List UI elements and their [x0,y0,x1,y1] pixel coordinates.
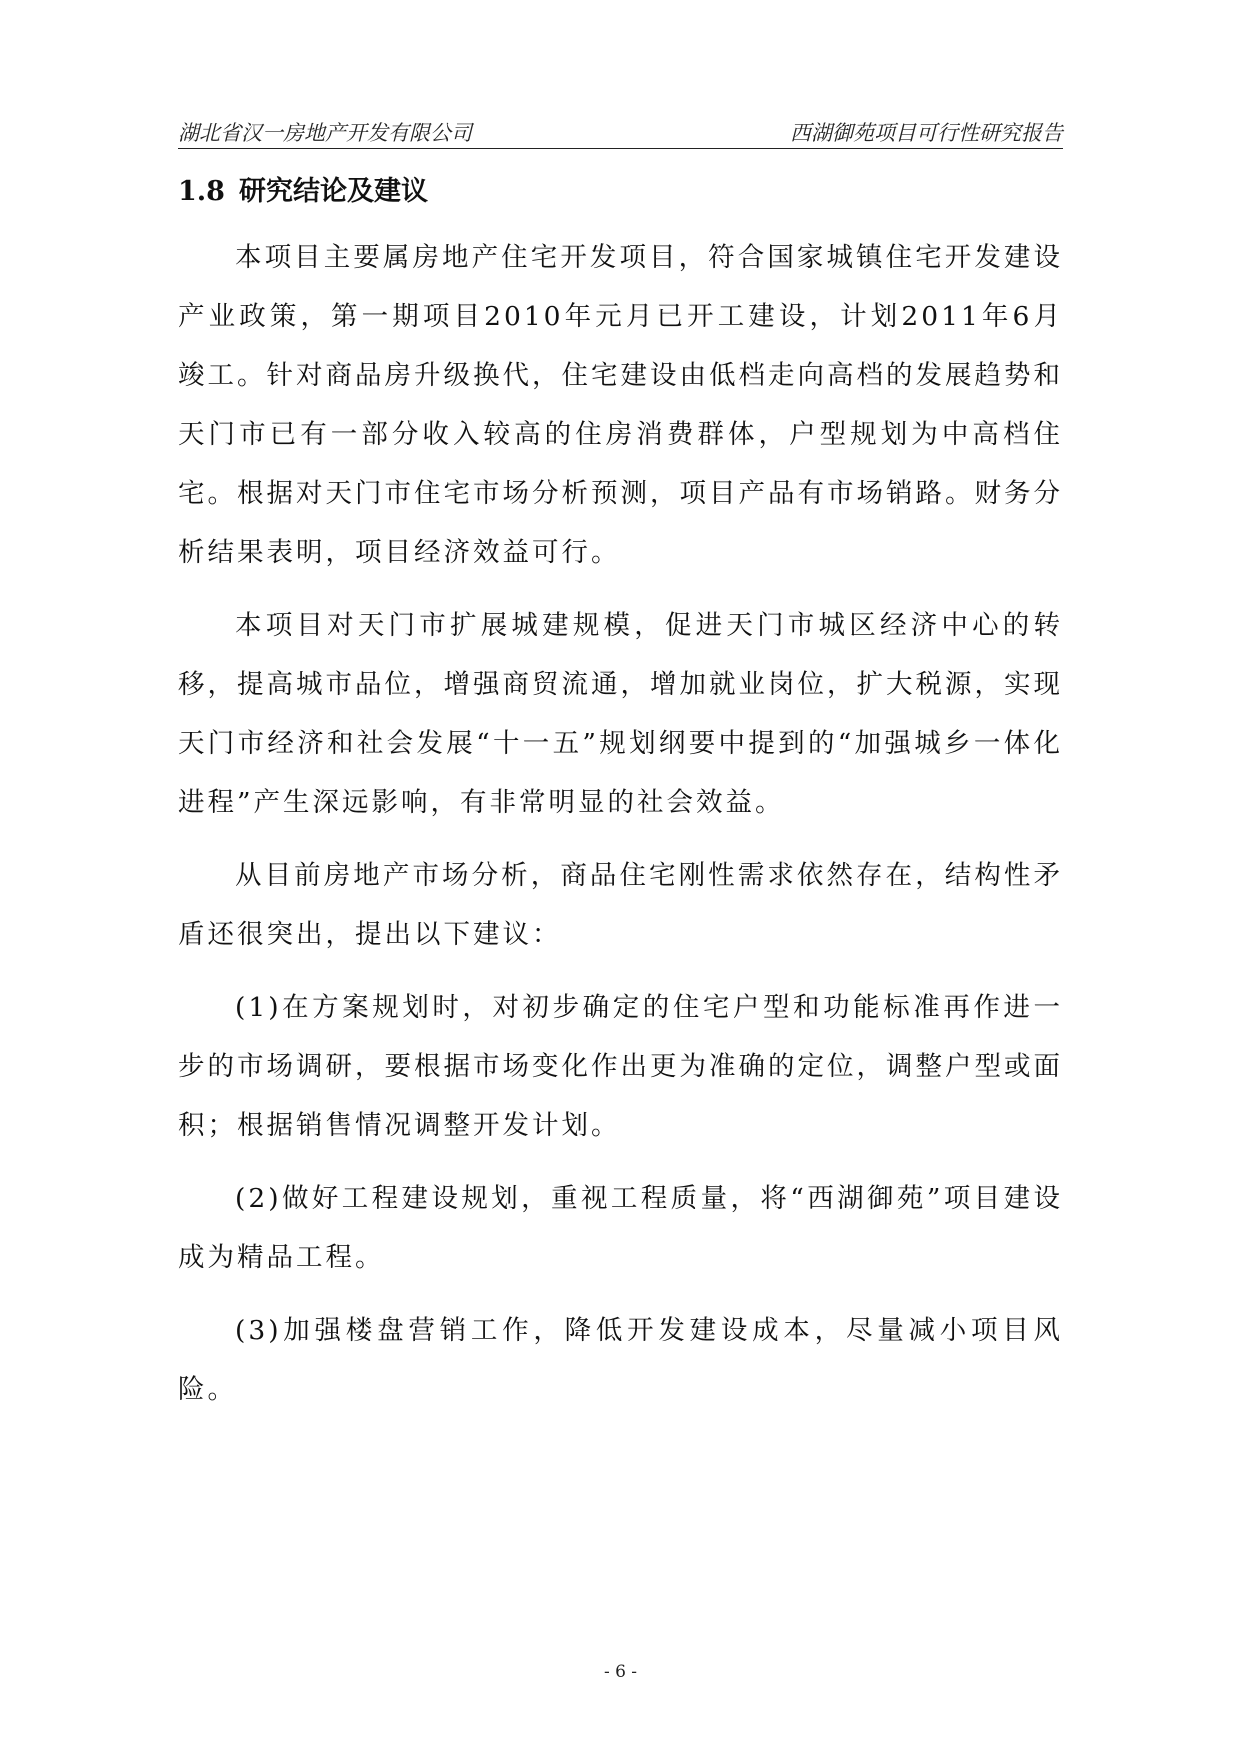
body-text [178,228,1063,1433]
paragraph-suggestion-1: (1)在方案规划时，对初步确定的住宅户型和功能标准再作进一步的市场调研，要根据市场变化作出更为准确的定位，调整户型或面积；根据销售情况调整开发计划。 [178,992,1063,1141]
paragraph-suggestions-intro: 从目前房地产市场分析，商品住宅刚性需求依然存在，结构性矛盾还很突出，提出以下建议： [178,860,1063,950]
page-number: - 6 - [603,1662,638,1682]
header-report-title: 西湖御苑项目可行性研究报告 [790,121,1063,145]
section-heading [178,172,428,212]
page-header [178,118,1063,149]
section-number: 1.8 [178,176,225,207]
paragraph-conclusion: 本项目主要属房地产住宅开发项目，符合国家城镇住宅开发建设产业政策，第一期项目2010年元月已开工建设，计划2011年6月竣工。针对商品房升级换代，住宅建设由低档走向高档的发展趋势和天门市已有一部分收入较高的住房消费群体，户型规划为中高档住宅。根据对天门市住宅市场分析预测，项目产品有市场销路。财务分析结果表明，项目经济效益可行。 [178,242,1063,568]
paragraph-social-benefit: 本项目对天门市扩展城建规模，促进天门市城区经济中心的转移，提高城市品位，增强商贸流通，增加就业岗位，扩大税源，实现天门市经济和社会发展“十一五”规划纲要中提到的“加强城乡一体化进程”产生深远影响，有非常明显的社会效益。 [178,610,1063,818]
header-company-name: 湖北省汉一房地产开发有限公司 [178,121,472,145]
paragraph-suggestion-3: (3)加强楼盘营销工作，降低开发建设成本，尽量减小项目风险。 [178,1315,1063,1405]
paragraph-suggestion-2: (2)做好工程建设规划，重视工程质量，将“西湖御苑”项目建设成为精品工程。 [178,1183,1063,1273]
section-title: 研究结论及建议 [238,176,428,207]
